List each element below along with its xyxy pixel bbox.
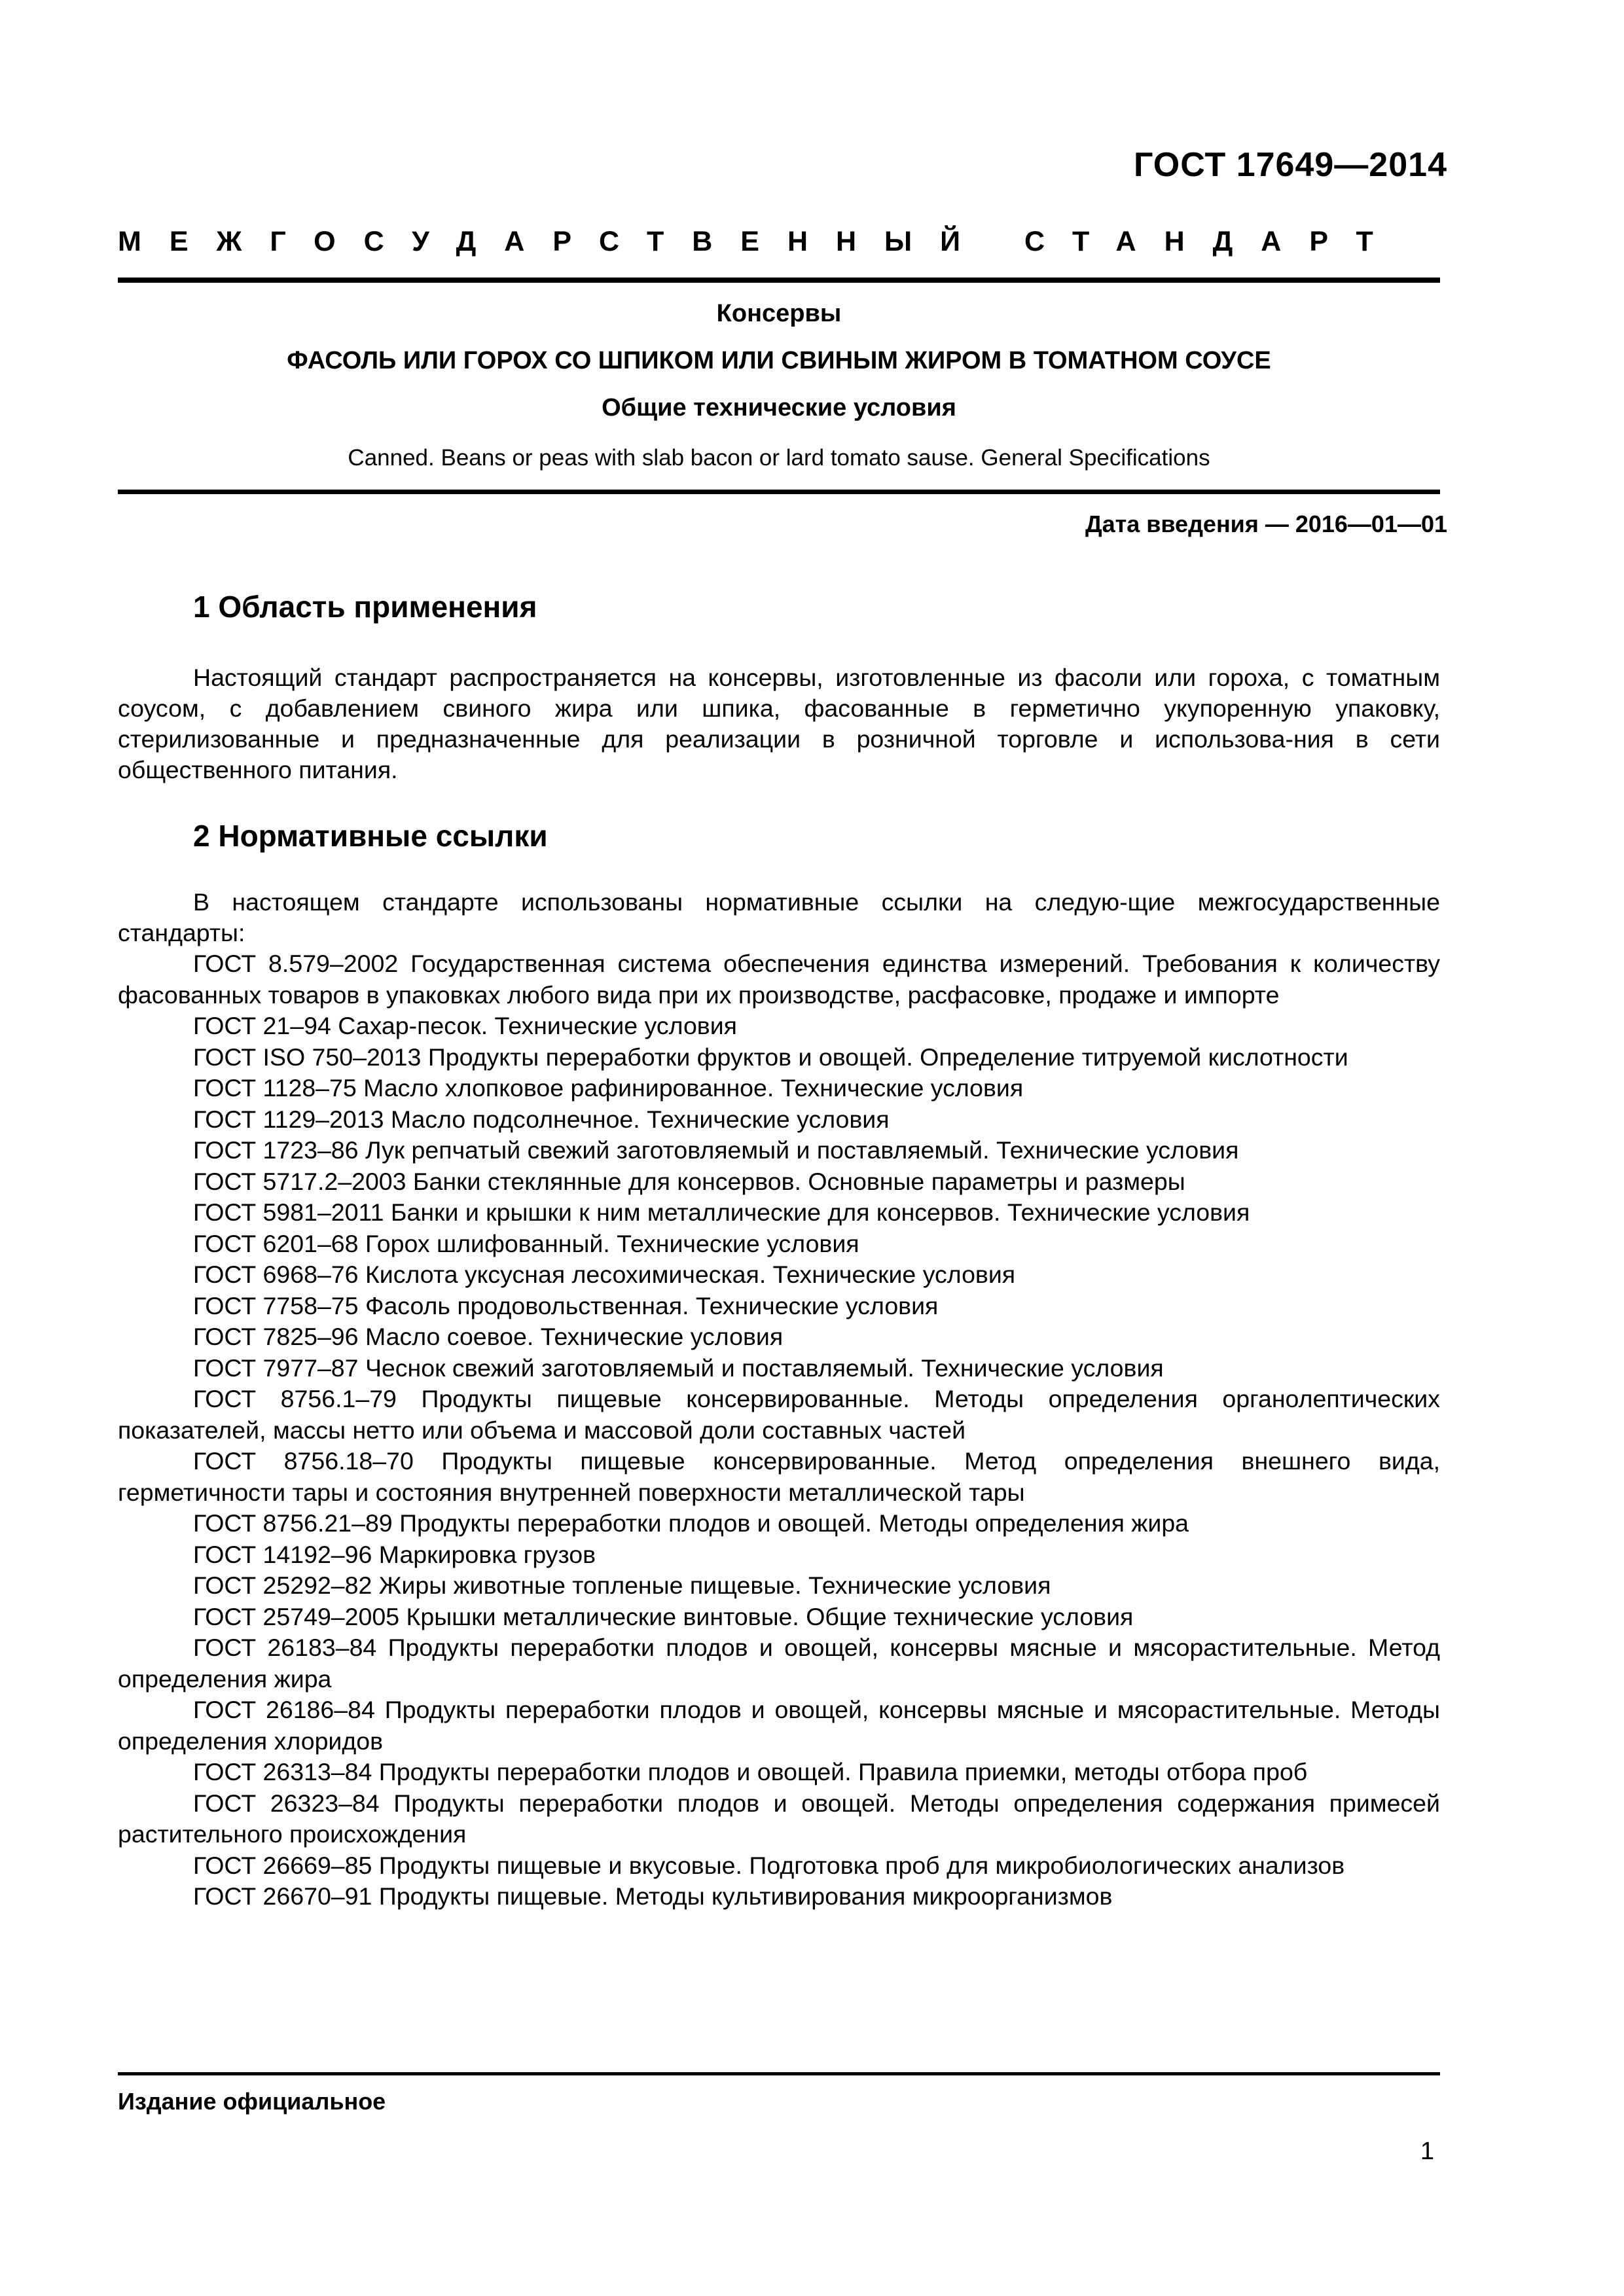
section-heading-scope: 1 Область применения (193, 590, 537, 624)
reference-item: ГОСТ 6968–76 Кислота уксусная лесохимическая. Технические условия (193, 1261, 1016, 1288)
title-category: Консервы (716, 300, 842, 327)
reference-item: ГОСТ 7758–75 Фасоль продовольственная. Технические условия (193, 1291, 939, 1319)
reference-item: ГОСТ 7825–96 Масло соевое. Технические условия (193, 1323, 784, 1350)
reference-item: ГОСТ 25292–82 Жиры животные топленые пищевые. Технические условия (193, 1571, 1051, 1599)
section-heading-references: 2 Нормативные ссылки (193, 819, 548, 853)
title-english: Canned. Beans or peas with slab bacon or lard tomato sause. General Specifications (348, 445, 1210, 471)
reference-item: ГОСТ 26670–91 Продукты пищевые. Методы культивирования микроорганизмов (193, 1882, 1113, 1910)
reference-item: ГОСТ 14192–96 Маркировка грузов (193, 1540, 596, 1568)
reference-item: ГОСТ 1128–75 Масло хлопковое рафинированное. Технические условия (193, 1074, 1024, 1102)
title-rule (118, 490, 1440, 494)
reference-item: ГОСТ 8756.18–70 Продукты пищевые консервированные. Метод определения внешнего вида, герметичности тары и состояния внутренней поверхности металлической тары (118, 1447, 1440, 1506)
reference-item: ГОСТ 7977–87 Чеснок свежий заготовляемый и поставляемый. Технические условия (193, 1354, 1164, 1382)
reference-item: ГОСТ 5717.2–2003 Банки стеклянные для консервов. Основные параметры и размеры (193, 1167, 1185, 1195)
reference-item: ГОСТ 1129–2013 Масло подсолнечное. Технические условия (193, 1105, 890, 1133)
title-product: ФАСОЛЬ ИЛИ ГОРОХ СО ШПИКОМ ИЛИ СВИНЫМ ЖИРОМ В ТОМАТНОМ СОУСЕ (287, 347, 1271, 374)
reference-item: ГОСТ 26186–84 Продукты переработки плодов и овощей, консервы мясные и мясорастительные. Методы определения хлоридов (118, 1696, 1440, 1755)
reference-item: ГОСТ 1723–86 Лук репчатый свежий заготовляемый и поставляемый. Технические условия (193, 1136, 1239, 1164)
reference-item: ГОСТ 5981–2011 Банки и крышки к ним металлические для консервов. Технические условия (193, 1198, 1250, 1226)
reference-item: ГОСТ ISO 750–2013 Продукты переработки фруктов и овощей. Определение титруемой кислотности (193, 1043, 1348, 1071)
scope-paragraph: Настоящий стандарт распространяется на консервы, изготовленные из фасоли или гороха, с томатным соусом, с добавлением свиного жира или шпика, фасованные в герметично укупоренную упаковку, стерилизованные и предназначенные для реализации в розничной торговле и использова-ния в сети общественного питания. (118, 664, 1440, 783)
reference-list (118, 948, 1440, 1912)
official-edition-label: Издание официальное (118, 2088, 386, 2115)
reference-item: ГОСТ 8756.21–89 Продукты переработки плодов и овощей. Методы определения жира (193, 1509, 1189, 1537)
header-rule (118, 278, 1440, 283)
reference-item: ГОСТ 26323–84 Продукты переработки плодов и овощей. Методы определения содержания примесей растительного происхождения (118, 1789, 1440, 1848)
reference-item: ГОСТ 8756.1–79 Продукты пищевые консервированные. Методы определения органолептических показателей, массы нетто или объема и массовой доли составных частей (118, 1385, 1440, 1444)
reference-item: ГОСТ 8.579–2002 Государственная система обеспечения единства измерений. Требования к количеству фасованных товаров в упаковках любого вида при их производстве, расфасовке, продаже и импорте (118, 950, 1440, 1009)
reference-item: ГОСТ 26183–84 Продукты переработки плодов и овощей, консервы мясные и мясорастительные. Метод определения жира (118, 1634, 1440, 1693)
reference-item: ГОСТ 26313–84 Продукты переработки плодов и овощей. Правила приемки, методы отбора проб (193, 1758, 1308, 1785)
introduction-date: Дата введения — 2016—01—01 (1085, 511, 1447, 537)
reference-item: ГОСТ 25749–2005 Крышки металлические винтовые. Общие технические условия (193, 1602, 1134, 1630)
reference-item: ГОСТ 6201–68 Горох шлифованный. Технические условия (193, 1229, 859, 1257)
reference-item: ГОСТ 26669–85 Продукты пищевые и вкусовые. Подготовка проб для микробиологических анализов (193, 1851, 1345, 1879)
reference-item: ГОСТ 21–94 Сахар-песок. Технические условия (193, 1012, 737, 1039)
page-number: 1 (1420, 2138, 1434, 2165)
title-subtitle: Общие технические условия (602, 394, 956, 422)
footer-rule (118, 2072, 1440, 2075)
standard-designation: ГОСТ 17649—2014 (1134, 146, 1447, 184)
references-intro: В настоящем стандарте использованы нормативные ссылки на следую-щие межгосударственные стандарты: (118, 888, 1440, 946)
interstate-standard-label: МЕЖГОСУДАРСТВЕННЫЙ СТАНДАРТ (118, 226, 1401, 257)
